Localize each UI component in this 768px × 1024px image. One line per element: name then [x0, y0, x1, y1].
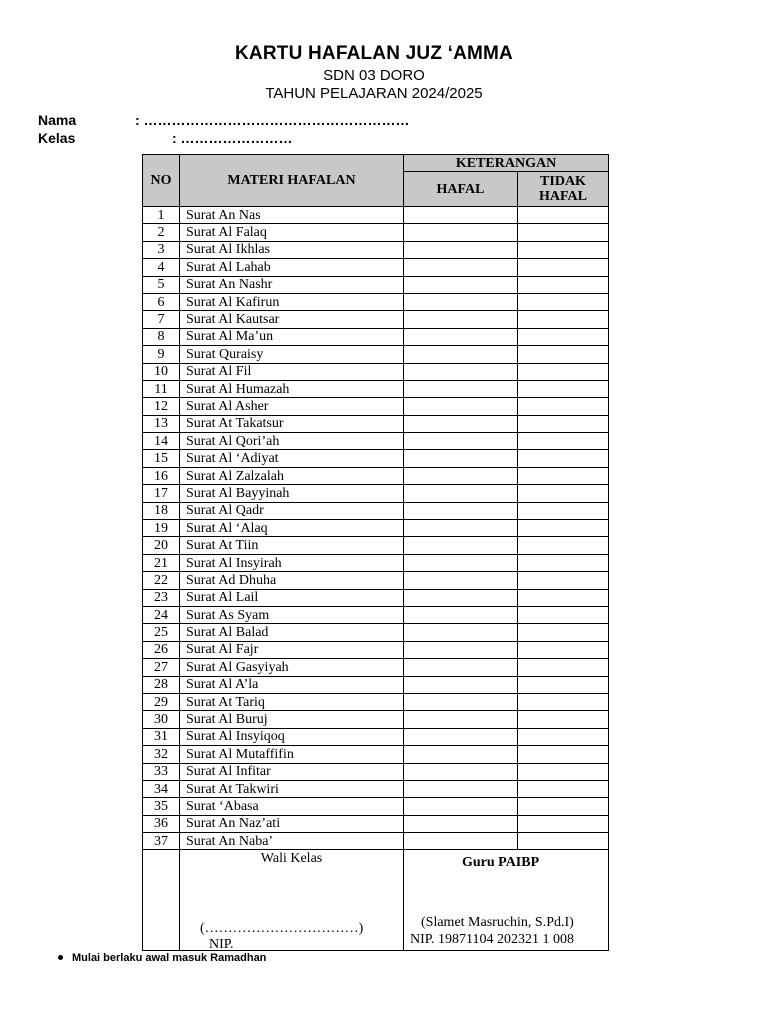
row-materi: Surat Al Ma’un [180, 328, 404, 345]
row-hafal-cell [404, 380, 518, 397]
table-row [143, 763, 609, 780]
row-materi: Surat An Nas [180, 207, 404, 224]
row-materi: Surat Al Fajr [180, 641, 404, 658]
row-hafal-cell [404, 311, 518, 328]
signature-blank-cell [143, 850, 180, 951]
table-row [143, 398, 609, 415]
row-number: 15 [143, 450, 180, 467]
row-number: 31 [143, 728, 180, 745]
table-row [143, 259, 609, 276]
row-number: 12 [143, 398, 180, 415]
header-tidak-hafal: TIDAK HAFAL [518, 172, 609, 207]
row-tidak-hafal-cell [518, 241, 609, 258]
row-number: 23 [143, 589, 180, 606]
table-row [143, 415, 609, 432]
table-row [143, 589, 609, 606]
row-hafal-cell [404, 693, 518, 710]
row-materi: Surat Al Falaq [180, 224, 404, 241]
row-hafal-cell [404, 363, 518, 380]
row-materi: Surat Al Kafirun [180, 293, 404, 310]
row-hafal-cell [404, 728, 518, 745]
table-row [143, 241, 609, 258]
row-number: 7 [143, 311, 180, 328]
table-row [143, 467, 609, 484]
row-tidak-hafal-cell [518, 833, 609, 850]
guru-title: Guru PAIBP [462, 855, 540, 871]
row-hafal-cell [404, 450, 518, 467]
row-hafal-cell [404, 467, 518, 484]
header-keterangan: KETERANGAN [404, 155, 609, 172]
table-row [143, 676, 609, 693]
wali-name-placeholder: (……………………………) [200, 921, 364, 937]
row-tidak-hafal-cell [518, 589, 609, 606]
row-tidak-hafal-cell [518, 728, 609, 745]
row-hafal-cell [404, 624, 518, 641]
row-hafal-cell [404, 746, 518, 763]
row-number: 8 [143, 328, 180, 345]
row-number: 34 [143, 780, 180, 797]
row-materi: Surat An Nashr [180, 276, 404, 293]
row-number: 18 [143, 502, 180, 519]
row-hafal-cell [404, 224, 518, 241]
row-tidak-hafal-cell [518, 711, 609, 728]
row-materi: Surat Al A’la [180, 676, 404, 693]
table-row [143, 328, 609, 345]
row-hafal-cell [404, 346, 518, 363]
row-number: 35 [143, 798, 180, 815]
row-tidak-hafal-cell [518, 676, 609, 693]
table-row [143, 450, 609, 467]
table-row [143, 693, 609, 710]
row-materi: Surat Al Zalzalah [180, 467, 404, 484]
row-number: 5 [143, 276, 180, 293]
row-tidak-hafal-cell [518, 485, 609, 502]
row-hafal-cell [404, 606, 518, 623]
row-tidak-hafal-cell [518, 346, 609, 363]
table-row [143, 624, 609, 641]
row-tidak-hafal-cell [518, 763, 609, 780]
table-row [143, 746, 609, 763]
row-hafal-cell [404, 676, 518, 693]
row-number: 3 [143, 241, 180, 258]
row-tidak-hafal-cell [518, 606, 609, 623]
row-materi: Surat An Naz’ati [180, 815, 404, 832]
wali-title: Wali Kelas [260, 851, 323, 867]
row-materi: Surat As Syam [180, 606, 404, 623]
row-hafal-cell [404, 815, 518, 832]
row-tidak-hafal-cell [518, 450, 609, 467]
row-materi: Surat Al Humazah [180, 380, 404, 397]
row-number: 32 [143, 746, 180, 763]
row-tidak-hafal-cell [518, 467, 609, 484]
table-row [143, 293, 609, 310]
table-row [143, 711, 609, 728]
row-tidak-hafal-cell [518, 398, 609, 415]
table-row [143, 815, 609, 832]
header-no: NO [143, 155, 180, 207]
row-hafal-cell [404, 398, 518, 415]
row-number: 17 [143, 485, 180, 502]
row-materi: Surat Al Ikhlas [180, 241, 404, 258]
row-materi: Surat Al Lahab [180, 259, 404, 276]
row-tidak-hafal-cell [518, 659, 609, 676]
nama-field: : ………………………………………………… [135, 112, 410, 128]
header-hafal: HAFAL [404, 172, 518, 207]
row-hafal-cell [404, 207, 518, 224]
row-number: 22 [143, 572, 180, 589]
row-number: 19 [143, 520, 180, 537]
row-hafal-cell [404, 433, 518, 450]
kelas-label: Kelas [38, 130, 76, 146]
row-tidak-hafal-cell [518, 363, 609, 380]
table-row [143, 311, 609, 328]
row-hafal-cell [404, 537, 518, 554]
academic-year: TAHUN PELAJARAN 2024/2025 [265, 85, 483, 102]
row-materi: Surat Quraisy [180, 346, 404, 363]
row-number: 4 [143, 259, 180, 276]
row-hafal-cell [404, 328, 518, 345]
nama-label: Nama [38, 112, 77, 128]
row-number: 6 [143, 293, 180, 310]
kelas-field: : …………………… [172, 130, 293, 146]
row-tidak-hafal-cell [518, 520, 609, 537]
guru-nip: NIP. 19871104 202321 1 008 [410, 932, 574, 948]
table-row [143, 207, 609, 224]
row-hafal-cell [404, 554, 518, 571]
guru-name: (Slamet Masruchin, S.Pd.I) [421, 915, 574, 931]
wali-nip: NIP. [209, 937, 234, 953]
row-hafal-cell [404, 572, 518, 589]
row-materi: Surat Al ‘Adiyat [180, 450, 404, 467]
row-hafal-cell [404, 833, 518, 850]
footnote-text: Mulai berlaku awal masuk Ramadhan [72, 952, 267, 964]
row-tidak-hafal-cell [518, 624, 609, 641]
row-materi: Surat Al Mutaffifin [180, 746, 404, 763]
row-hafal-cell [404, 293, 518, 310]
row-tidak-hafal-cell [518, 415, 609, 432]
row-number: 14 [143, 433, 180, 450]
document-title: KARTU HAFALAN JUZ ‘AMMA [235, 43, 513, 64]
table-row [143, 520, 609, 537]
row-materi: Surat Al Buruj [180, 711, 404, 728]
table-row [143, 780, 609, 797]
row-materi: Surat Al Balad [180, 624, 404, 641]
row-tidak-hafal-cell [518, 502, 609, 519]
row-tidak-hafal-cell [518, 815, 609, 832]
row-hafal-cell [404, 415, 518, 432]
row-tidak-hafal-cell [518, 259, 609, 276]
row-materi: Surat Al Fil [180, 363, 404, 380]
row-number: 16 [143, 467, 180, 484]
wali-signature-cell [180, 850, 404, 951]
row-materi: Surat Al Insyirah [180, 554, 404, 571]
table-row [143, 833, 609, 850]
row-hafal-cell [404, 641, 518, 658]
row-materi: Surat Ad Dhuha [180, 572, 404, 589]
row-tidak-hafal-cell [518, 641, 609, 658]
row-materi: Surat ‘Abasa [180, 798, 404, 815]
row-materi: Surat Al Gasyiyah [180, 659, 404, 676]
row-tidak-hafal-cell [518, 311, 609, 328]
row-hafal-cell [404, 589, 518, 606]
row-tidak-hafal-cell [518, 746, 609, 763]
row-number: 25 [143, 624, 180, 641]
row-number: 1 [143, 207, 180, 224]
row-materi: Surat Al Insyiqoq [180, 728, 404, 745]
row-tidak-hafal-cell [518, 554, 609, 571]
row-tidak-hafal-cell [518, 693, 609, 710]
row-tidak-hafal-cell [518, 780, 609, 797]
row-hafal-cell [404, 659, 518, 676]
row-hafal-cell [404, 780, 518, 797]
table-row [143, 659, 609, 676]
row-hafal-cell [404, 259, 518, 276]
footnote [58, 952, 266, 964]
row-materi: Surat At Tariq [180, 693, 404, 710]
row-tidak-hafal-cell [518, 276, 609, 293]
row-hafal-cell [404, 502, 518, 519]
row-materi: Surat Al Kautsar [180, 311, 404, 328]
row-hafal-cell [404, 711, 518, 728]
row-hafal-cell [404, 763, 518, 780]
row-number: 11 [143, 380, 180, 397]
row-number: 13 [143, 415, 180, 432]
row-number: 28 [143, 676, 180, 693]
row-number: 20 [143, 537, 180, 554]
memorization-table [142, 154, 609, 951]
row-materi: Surat At Tiin [180, 537, 404, 554]
row-number: 27 [143, 659, 180, 676]
row-tidak-hafal-cell [518, 224, 609, 241]
row-number: 26 [143, 641, 180, 658]
row-number: 24 [143, 606, 180, 623]
row-tidak-hafal-cell [518, 293, 609, 310]
row-materi: Surat Al Qadr [180, 502, 404, 519]
table-row [143, 537, 609, 554]
table-row [143, 224, 609, 241]
row-materi: Surat Al Asher [180, 398, 404, 415]
table-row [143, 485, 609, 502]
row-tidak-hafal-cell [518, 207, 609, 224]
row-hafal-cell [404, 276, 518, 293]
row-number: 29 [143, 693, 180, 710]
table-row [143, 641, 609, 658]
table-row [143, 502, 609, 519]
row-materi: Surat Al Infitar [180, 763, 404, 780]
table-row [143, 554, 609, 571]
row-number: 10 [143, 363, 180, 380]
row-materi: Surat Al Bayyinah [180, 485, 404, 502]
row-materi: Surat Al Qori’ah [180, 433, 404, 450]
row-materi: Surat An Naba’ [180, 833, 404, 850]
row-number: 37 [143, 833, 180, 850]
row-hafal-cell [404, 485, 518, 502]
school-name: SDN 03 DORO [323, 67, 425, 84]
table-row [143, 380, 609, 397]
row-tidak-hafal-cell [518, 572, 609, 589]
row-materi: Surat Al ‘Alaq [180, 520, 404, 537]
row-hafal-cell [404, 241, 518, 258]
table-row [143, 433, 609, 450]
row-number: 33 [143, 763, 180, 780]
row-materi: Surat At Takwiri [180, 780, 404, 797]
row-materi: Surat Al Lail [180, 589, 404, 606]
row-tidak-hafal-cell [518, 380, 609, 397]
row-number: 21 [143, 554, 180, 571]
table-row [143, 363, 609, 380]
table-row [143, 728, 609, 745]
row-tidak-hafal-cell [518, 328, 609, 345]
header-materi: MATERI HAFALAN [180, 155, 404, 207]
row-tidak-hafal-cell [518, 798, 609, 815]
table-row [143, 798, 609, 815]
table-body [143, 207, 609, 850]
row-hafal-cell [404, 798, 518, 815]
row-number: 30 [143, 711, 180, 728]
table-row [143, 606, 609, 623]
table-row [143, 572, 609, 589]
row-number: 9 [143, 346, 180, 363]
bullet-icon [58, 955, 63, 960]
row-tidak-hafal-cell [518, 537, 609, 554]
guru-signature-cell [404, 850, 609, 951]
row-hafal-cell [404, 520, 518, 537]
table-row [143, 276, 609, 293]
row-number: 2 [143, 224, 180, 241]
row-tidak-hafal-cell [518, 433, 609, 450]
row-number: 36 [143, 815, 180, 832]
row-materi: Surat At Takatsur [180, 415, 404, 432]
table-row [143, 346, 609, 363]
